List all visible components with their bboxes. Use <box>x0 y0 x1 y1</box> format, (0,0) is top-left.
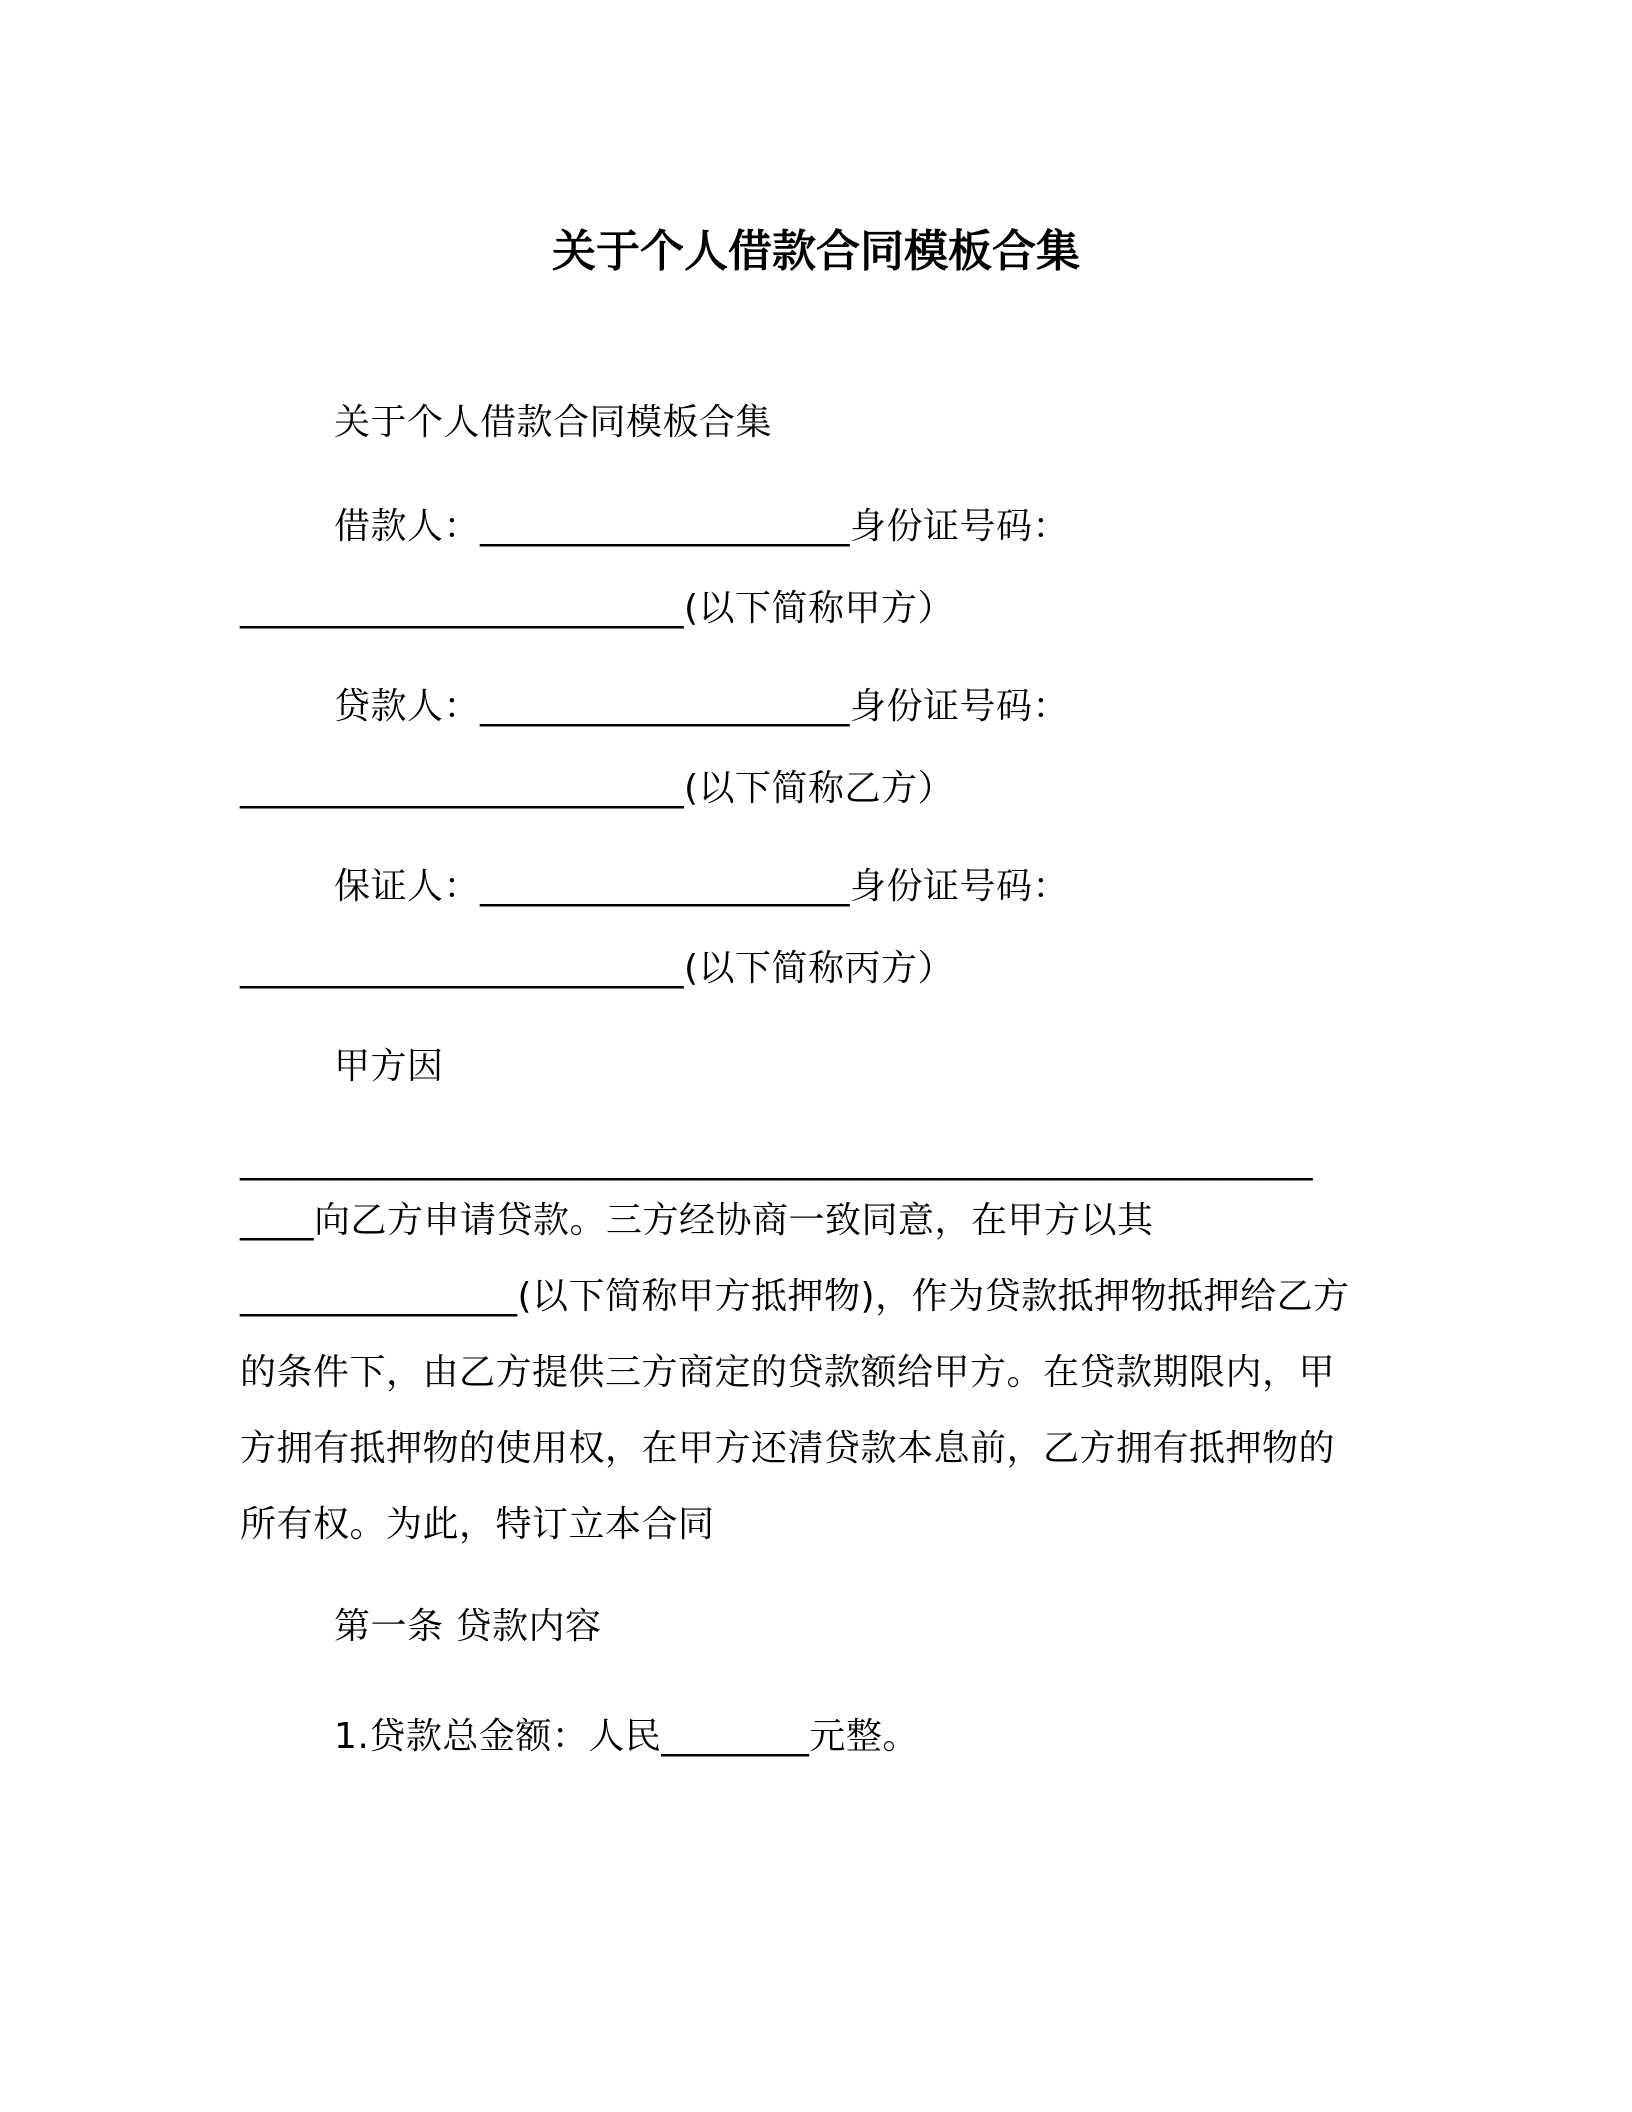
article-one-heading: 第一条 贷款内容 <box>334 1606 602 1647</box>
loan-amount-line: 1.贷款总金额：人民________元整。 <box>334 1716 919 1757</box>
reason-blank-line: __________________________________________________________ <box>240 1140 1313 1181</box>
body-paragraph-line-1: ____向乙方申请贷款。三方经协商一致同意，在甲方以其 <box>240 1200 1154 1241</box>
guarantor-id-line: ________________________(以下简称丙方） <box>240 948 955 989</box>
document-title: 关于个人借款合同模板合集 <box>552 226 1080 277</box>
subtitle-line: 关于个人借款合同模板合集 <box>334 402 773 443</box>
lender-id-line: ________________________(以下简称乙方） <box>240 768 955 809</box>
body-paragraph-line-2: _______________(以下简称甲方抵押物)，作为贷款抵押物抵押给乙方 <box>240 1276 1350 1317</box>
borrower-line: 借款人：____________________身份证号码： <box>334 506 1070 547</box>
guarantor-line: 保证人：____________________身份证号码： <box>334 866 1070 907</box>
lender-line: 贷款人：____________________身份证号码： <box>334 686 1070 727</box>
body-paragraph-line-3: 的条件下，由乙方提供三方商定的贷款额给甲方。在贷款期限内，甲 <box>240 1352 1336 1393</box>
borrower-id-line: ________________________(以下简称甲方） <box>240 588 955 629</box>
reason-intro-line: 甲方因 <box>334 1046 444 1087</box>
body-paragraph-line-4: 方拥有抵押物的使用权，在甲方还清贷款本息前，乙方拥有抵押物的 <box>240 1428 1336 1469</box>
body-paragraph-line-5: 所有权。为此，特订立本合同 <box>240 1504 715 1545</box>
